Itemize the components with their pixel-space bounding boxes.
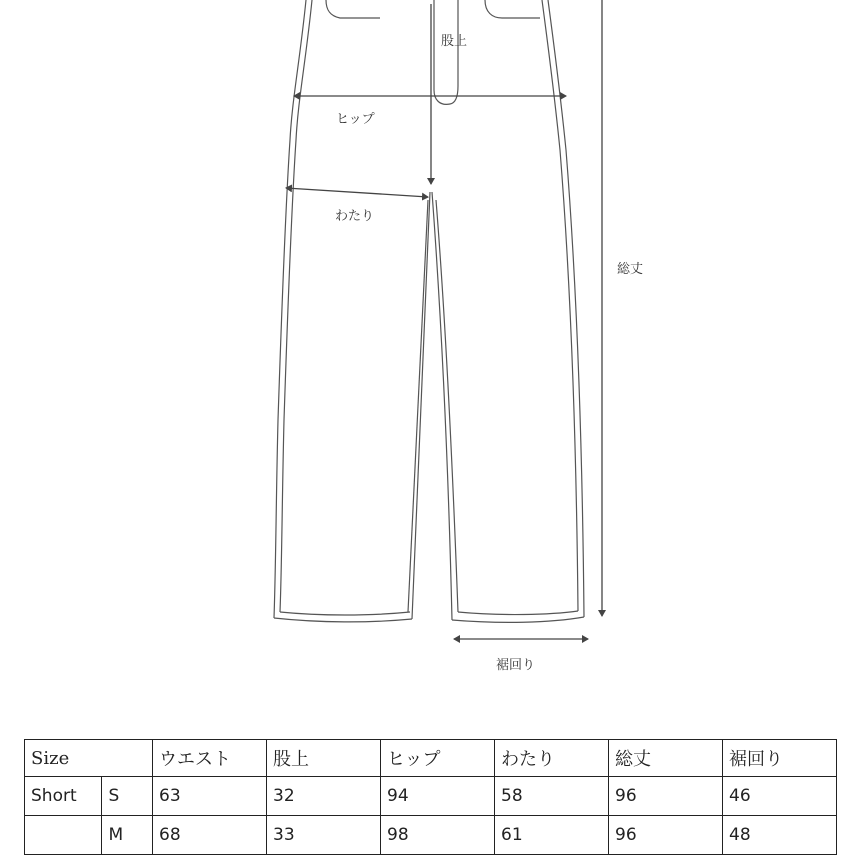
value-cell: 96 — [609, 777, 723, 816]
table-row — [25, 816, 837, 855]
value-cell: 98 — [381, 816, 495, 855]
value-cell: 68 — [153, 816, 267, 855]
row-type-cell: Short — [25, 777, 102, 816]
size-chart-table — [24, 739, 837, 855]
pants-outline — [274, 0, 584, 622]
header-cell-waist: ウエスト — [153, 740, 267, 777]
value-cell: 46 — [723, 777, 837, 816]
table-header-row — [25, 740, 837, 777]
thigh-label: わたり — [335, 209, 375, 224]
value-cell: 94 — [381, 777, 495, 816]
header-cell-hip: ヒップ — [381, 740, 495, 777]
rise-label: 股上 — [441, 34, 468, 49]
header-cell-length: 総丈 — [609, 740, 723, 777]
total-length-label: 総丈 — [617, 262, 644, 277]
hem-label: 裾回り — [496, 658, 536, 673]
value-cell: 63 — [153, 777, 267, 816]
row-size-cell: S — [102, 777, 153, 816]
value-cell: 33 — [267, 816, 381, 855]
value-cell: 96 — [609, 816, 723, 855]
row-type-cell — [25, 816, 102, 855]
table-row — [25, 777, 837, 816]
row-size-cell: M — [102, 816, 153, 855]
header-cell-size: Size — [25, 740, 153, 777]
value-cell: 61 — [495, 816, 609, 855]
hip-label: ヒップ — [336, 112, 375, 127]
value-cell: 32 — [267, 777, 381, 816]
header-cell-thigh: わたり — [495, 740, 609, 777]
value-cell: 58 — [495, 777, 609, 816]
value-cell: 48 — [723, 816, 837, 855]
header-cell-rise: 股上 — [267, 740, 381, 777]
header-cell-hem: 裾回り — [723, 740, 837, 777]
